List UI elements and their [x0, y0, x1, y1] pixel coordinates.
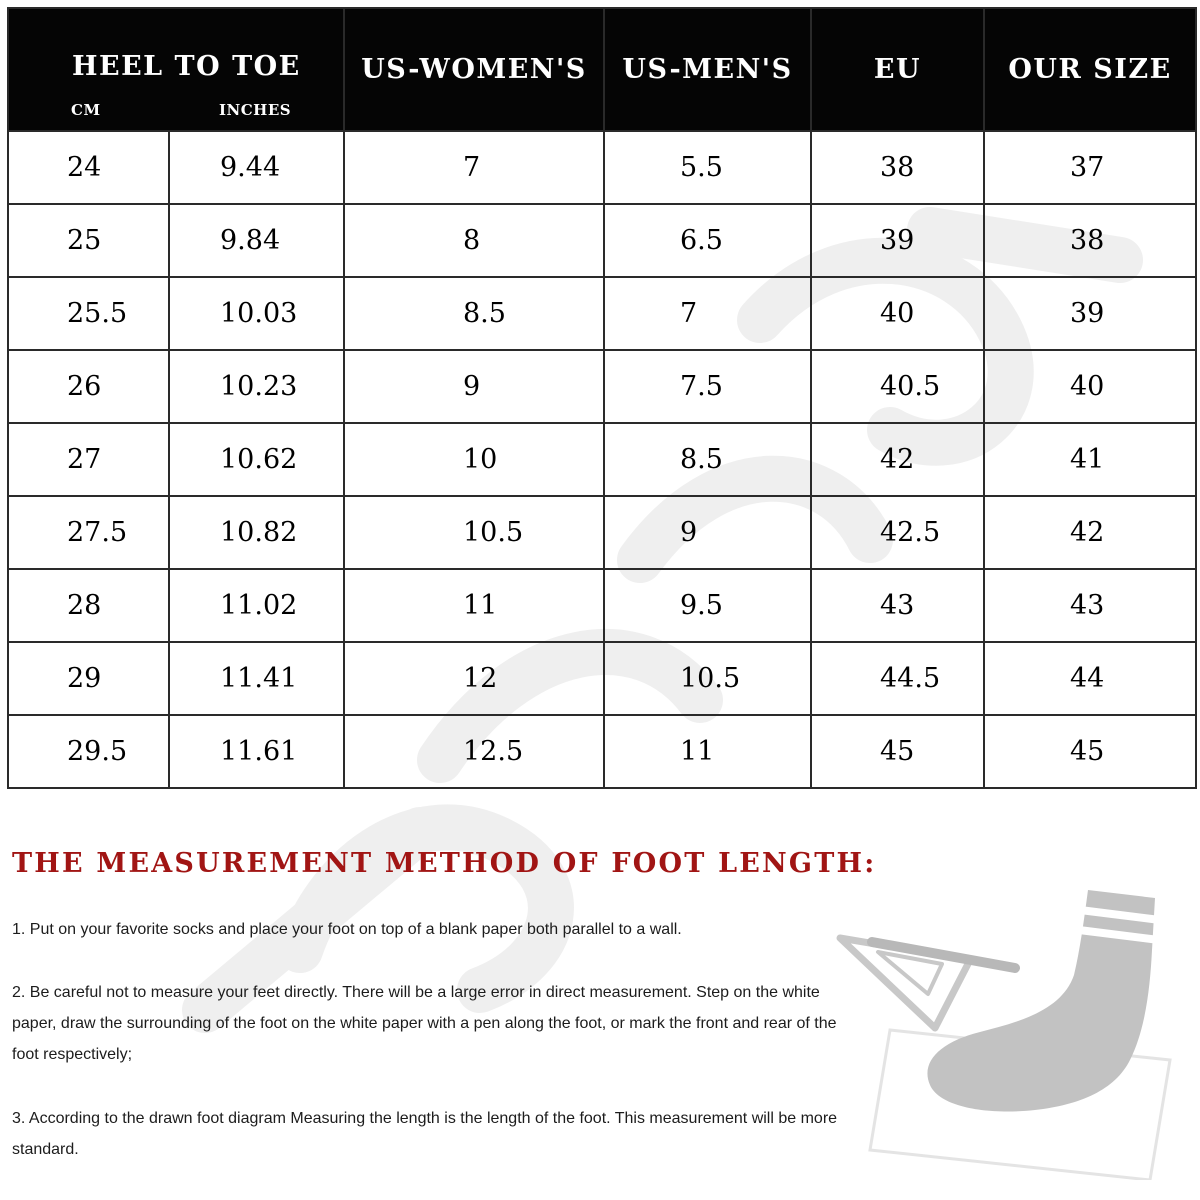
- our-size-cell: 37: [984, 131, 1196, 204]
- eu-header: EU: [811, 8, 984, 131]
- our-size-cell: 42: [984, 496, 1196, 569]
- us-men-header: US-MEN'S: [604, 8, 811, 131]
- cm-cell: 25: [8, 204, 169, 277]
- us-men-cell: 7: [604, 277, 811, 350]
- us-men-cell: 10.5: [604, 642, 811, 715]
- inches-cell: 10.62: [169, 423, 344, 496]
- eu-cell: 42.5: [811, 496, 984, 569]
- inches-cell: 11.41: [169, 642, 344, 715]
- table-row: [8, 496, 1196, 569]
- heel-to-toe-header: [8, 8, 344, 131]
- inches-cell: 10.82: [169, 496, 344, 569]
- inches-cell: 11.02: [169, 569, 344, 642]
- our-size-cell: 38: [984, 204, 1196, 277]
- cm-cell: 27.5: [8, 496, 169, 569]
- eu-cell: 43: [811, 569, 984, 642]
- eu-cell: 39: [811, 204, 984, 277]
- cm-cell: 26: [8, 350, 169, 423]
- our-size-header: OUR SIZE: [984, 8, 1196, 131]
- table-header-row: [8, 8, 1196, 131]
- us-women-cell: 12.5: [344, 715, 604, 788]
- heel-to-toe-label: HEEL TO TOE: [72, 51, 301, 82]
- foot-measurement-illustration: [830, 880, 1190, 1180]
- measurement-method-title: THE MEASUREMENT METHOD OF FOOT LENGTH:: [12, 848, 877, 879]
- table-row: [8, 131, 1196, 204]
- inches-cell: 11.61: [169, 715, 344, 788]
- size-chart-table: [7, 7, 1197, 789]
- eu-cell: 42: [811, 423, 984, 496]
- cm-subheader: CM: [71, 101, 101, 119]
- table-row: [8, 423, 1196, 496]
- our-size-cell: 41: [984, 423, 1196, 496]
- table-row: [8, 277, 1196, 350]
- table-row: [8, 350, 1196, 423]
- eu-cell: 45: [811, 715, 984, 788]
- our-size-cell: 40: [984, 350, 1196, 423]
- us-women-header: US-WOMEN'S: [344, 8, 604, 131]
- cm-cell: 29: [8, 642, 169, 715]
- cm-cell: 28: [8, 569, 169, 642]
- table-row: [8, 715, 1196, 788]
- cm-cell: 29.5: [8, 715, 169, 788]
- step-1-text: 1. Put on your favorite socks and place your foot on top of a blank paper both parallel to a wall.: [12, 921, 682, 938]
- eu-cell: 40.5: [811, 350, 984, 423]
- cm-cell: 24: [8, 131, 169, 204]
- table-row: [8, 642, 1196, 715]
- inches-cell: 10.03: [169, 277, 344, 350]
- inches-cell: 9.84: [169, 204, 344, 277]
- eu-cell: 44.5: [811, 642, 984, 715]
- us-women-cell: 7: [344, 131, 604, 204]
- eu-cell: 38: [811, 131, 984, 204]
- us-women-cell: 8: [344, 204, 604, 277]
- us-men-cell: 7.5: [604, 350, 811, 423]
- us-women-cell: 12: [344, 642, 604, 715]
- our-size-cell: 43: [984, 569, 1196, 642]
- us-women-cell: 10.5: [344, 496, 604, 569]
- inches-cell: 9.44: [169, 131, 344, 204]
- us-women-cell: 10: [344, 423, 604, 496]
- us-men-cell: 6.5: [604, 204, 811, 277]
- cm-cell: 27: [8, 423, 169, 496]
- us-men-cell: 9.5: [604, 569, 811, 642]
- table-row: [8, 569, 1196, 642]
- step-3-text: 3. According to the drawn foot diagram Measuring the length is the length of the foot. This measurement will be more standard.: [12, 1110, 838, 1158]
- us-men-cell: 11: [604, 715, 811, 788]
- step-2-text: 2. Be careful not to measure your feet directly. There will be a large error in direct measurement. Step on the white paper, draw the surrounding of the foot on the white paper with a pen along the foot, or mark the front and rear of the foot respectively;: [12, 984, 837, 1063]
- inches-cell: 10.23: [169, 350, 344, 423]
- us-men-cell: 9: [604, 496, 811, 569]
- eu-cell: 40: [811, 277, 984, 350]
- our-size-cell: 45: [984, 715, 1196, 788]
- table-row: [8, 204, 1196, 277]
- our-size-cell: 44: [984, 642, 1196, 715]
- us-women-cell: 9: [344, 350, 604, 423]
- us-women-cell: 11: [344, 569, 604, 642]
- our-size-cell: 39: [984, 277, 1196, 350]
- inches-subheader: INCHES: [219, 101, 292, 119]
- sock-foot-icon: [927, 890, 1160, 1112]
- us-men-cell: 5.5: [604, 131, 811, 204]
- us-women-cell: 8.5: [344, 277, 604, 350]
- us-men-cell: 8.5: [604, 423, 811, 496]
- cm-cell: 25.5: [8, 277, 169, 350]
